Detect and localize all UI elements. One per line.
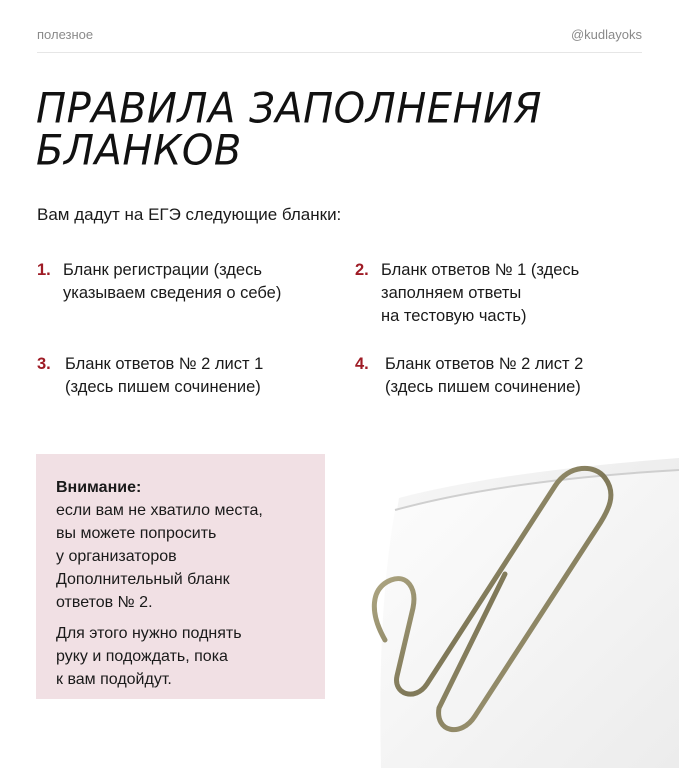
item-text-line: (здесь пишем сочинение) <box>385 378 581 396</box>
item-number: 2. <box>355 261 369 279</box>
item-text <box>65 353 263 399</box>
list-item <box>37 259 281 305</box>
item-text <box>63 259 281 305</box>
page-title-line-1: ПРАВИЛА ЗАПОЛНЕНИЯ <box>36 84 542 134</box>
item-text-line: Бланк ответов № 2 лист 2 <box>385 355 584 373</box>
list-item <box>355 259 579 328</box>
notice-line: если вам не хватило места, <box>56 502 263 519</box>
notice-line: Дополнительный бланк <box>56 571 230 588</box>
paper-stack-with-paperclip-illustration <box>355 440 679 768</box>
notice-heading: Внимание: <box>56 479 142 496</box>
category-label: полезное <box>37 27 94 42</box>
notice-line: вы можете попросить <box>56 525 217 542</box>
item-text-line: на тестовую часть) <box>381 307 527 325</box>
item-text <box>385 353 583 399</box>
notice-line: руку и подождать, пока <box>56 648 228 665</box>
intro-text: Вам дадут на ЕГЭ следующие бланки: <box>37 205 342 224</box>
list-item <box>37 353 263 399</box>
paper-sheet-front <box>380 470 679 768</box>
item-text-line: Бланк ответов № 1 (здесь <box>381 261 580 279</box>
notice-line: Для этого нужно поднять <box>56 625 242 642</box>
item-text-line: Бланк ответов № 2 лист 1 <box>65 355 264 373</box>
item-text-line: Бланк регистрации (здесь <box>63 261 262 279</box>
notice-line: у организаторов <box>56 548 177 565</box>
item-number: 4. <box>355 355 369 373</box>
notice-line: ответов № 2. <box>56 594 153 611</box>
header-divider <box>37 52 642 53</box>
item-number: 1. <box>37 261 51 279</box>
item-number: 3. <box>37 355 51 373</box>
list-item <box>355 353 583 399</box>
item-text-line: указываем сведения о себе) <box>63 284 282 302</box>
page-title <box>36 84 542 176</box>
notice-box <box>36 454 325 699</box>
author-handle: @kudlayoks <box>570 27 642 42</box>
notice-line: к вам подойдут. <box>56 671 172 688</box>
item-text-line: (здесь пишем сочинение) <box>65 378 261 396</box>
item-text-line: заполняем ответы <box>381 284 522 302</box>
page-title-line-2: БЛАНКОВ <box>36 126 242 176</box>
item-text <box>381 259 579 328</box>
